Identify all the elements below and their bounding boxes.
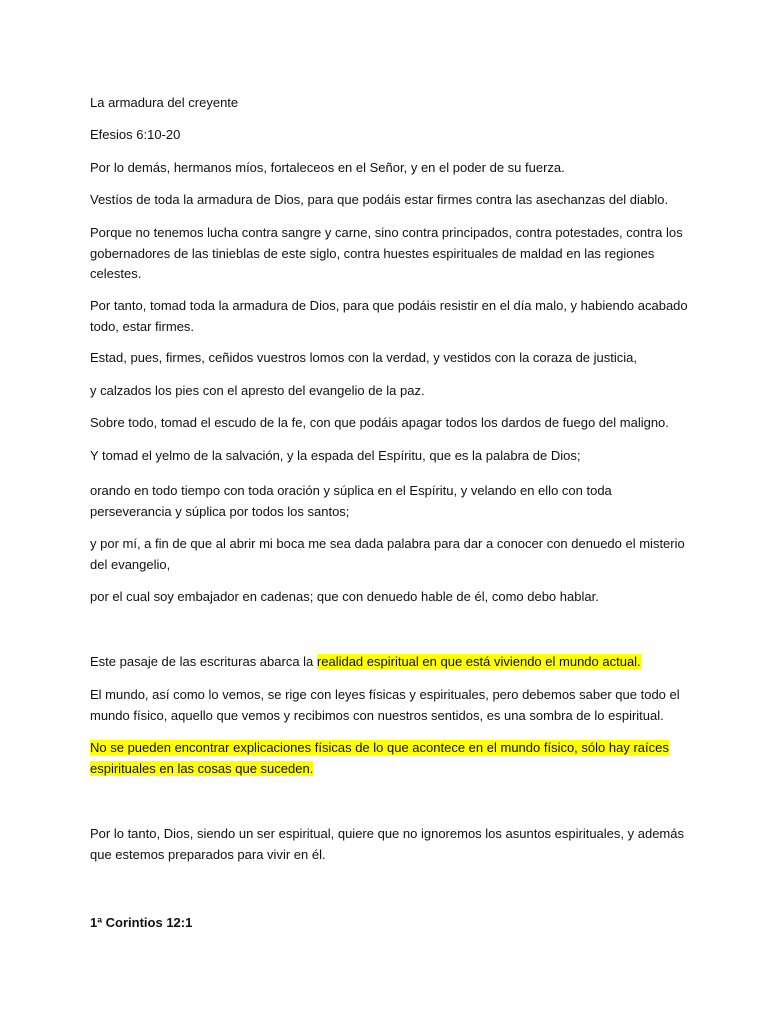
highlighted-text: No se pueden encontrar explicaciones físicas de lo que acontece en el mundo físico, sólo hay raíces espirituales en las cosas que suceden. xyxy=(90,740,669,776)
intro-highlight: realidad espiritual en que está viviendo el mundo actual. xyxy=(316,654,641,669)
verse-12: Porque no tenemos lucha contra sangre y carne, sino contra principados, contra potestades, contra los gobernadores de las tinieblas de este siglo, contra huestes espirituales de maldad en las regiones celestes. xyxy=(90,225,683,281)
intro-paragraph xyxy=(90,652,690,673)
document-title: La armadura del creyente xyxy=(90,95,239,110)
verse-16: Sobre todo, tomad el escudo de la fe, con que podáis apagar todos los dardos de fuego del maligno. xyxy=(90,415,669,430)
verse-13: Por tanto, tomad toda la armadura de Dios, para que podáis resistir en el día malo, y habiendo acabado todo, estar firmes. xyxy=(90,298,688,334)
highlight-paragraph xyxy=(90,738,690,779)
verse-20: por el cual soy embajador en cadenas; que con denuedo hable de él, como debo hablar. xyxy=(90,589,599,604)
world-paragraph: El mundo, así como lo vemos, se rige con leyes físicas y espirituales, pero debemos saber que todo el mundo físico, aquello que vemos y recibimos con nuestros sentidos, es una sombra de lo espiritual. xyxy=(90,687,680,723)
conclusion-paragraph: Por lo tanto, Dios, siendo un ser espiritual, quiere que no ignoremos los asuntos espirituales, y además que estemos preparados para vivir en él. xyxy=(90,826,684,862)
verse-17: Y tomad el yelmo de la salvación, y la espada del Espíritu, que es la palabra de Dios; xyxy=(90,448,581,463)
intro-prefix: Este pasaje de las escrituras abarca la xyxy=(90,654,317,669)
verse-18: orando en todo tiempo con toda oración y súplica en el Espíritu, y velando en ello con toda perseverancia y súplica por todos los santos; xyxy=(90,483,612,519)
scripture-reference: Efesios 6:10-20 xyxy=(90,127,181,142)
verse-11: Vestíos de toda la armadura de Dios, para que podáis estar firmes contra las asechanzas del diablo. xyxy=(90,192,669,207)
verse-10: Por lo demás, hermanos míos, fortaleceos en el Señor, y en el poder de su fuerza. xyxy=(90,160,565,175)
final-reference: 1ª Corintios 12:1 xyxy=(90,915,193,930)
verse-14: Estad, pues, firmes, ceñidos vuestros lomos con la verdad, y vestidos con la coraza de justicia, xyxy=(90,350,637,365)
verse-19: y por mí, a fin de que al abrir mi boca me sea dada palabra para dar a conocer con denuedo el misterio del evangelio, xyxy=(90,536,685,572)
verse-15: y calzados los pies con el apresto del evangelio de la paz. xyxy=(90,383,425,398)
